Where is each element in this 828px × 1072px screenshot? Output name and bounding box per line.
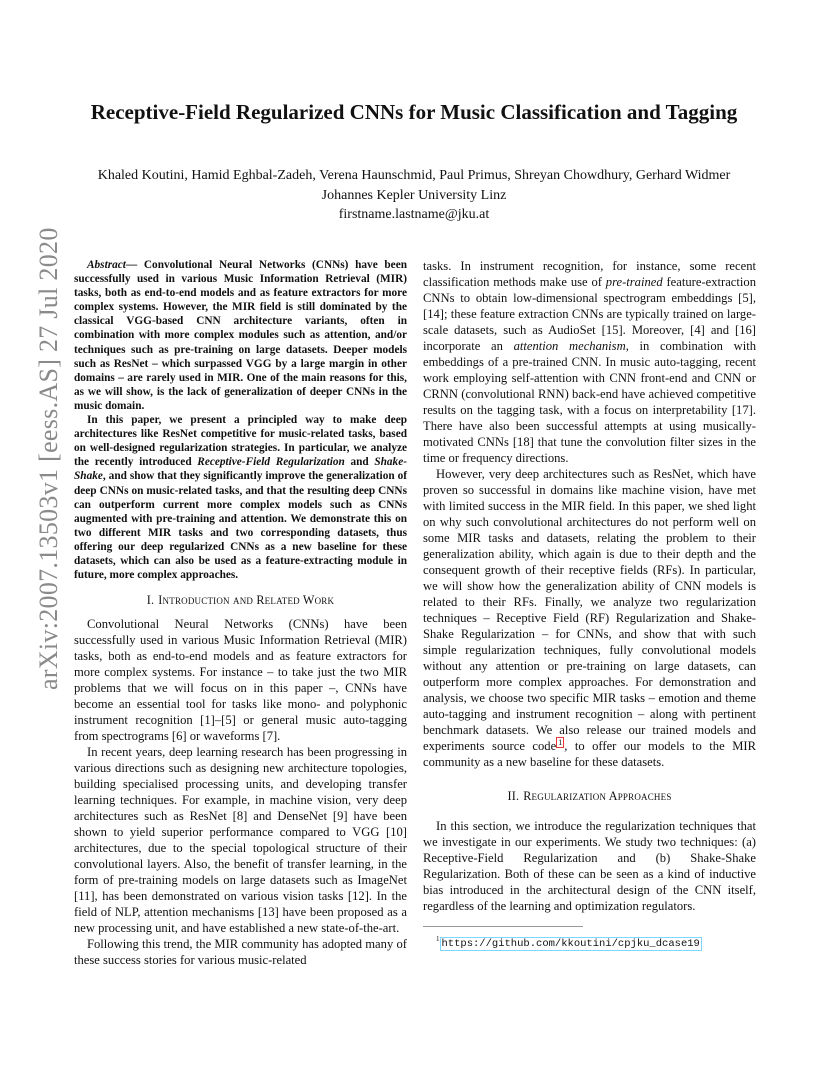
section2-paragraph-1: In this section, we introduce the regularization techniques that we investigate in our experiments. We study two techniques: (a) Receptive-Field Regularization and (b) Shake-Shake Regularization. Both of these can be seen as a kind of inductive bias introduced in the architectural design of the CNN itself, regardless of the learning and optimization regulators. [423,819,756,913]
affiliation: Johannes Kepler University Linz [321,187,507,203]
abstract-paragraph-1: Abstract— Convolutional Neural Networks (CNNs) have been successfully used in various Music Information Retrieval (MIR) tasks, both as end-to-end models and as feature extractors for more complex systems. However, the MIR field is still dominated by the classical VGG-based CNN architecture variants, often in combination with more complex modules such as attention, and/or techniques such as pre-training on large datasets. Deeper models such as ResNet – which surpassed VGG by a large margin in other domains – are rarely used in MIR. One of the main reasons for this, as we will show, is the lack of generalization of deeper CNNs in the music domain. [74,259,407,412]
footnote: $^1$ https://github.com/kkoutini/cpjku_dcase19 [436,935,700,950]
abstract-label: Abstract [87,259,126,271]
section-heading-1: I. Introduction and Related Work [146,593,335,608]
arxiv-identifier: arXiv:2007.13503v1 [eess.AS] 27 Jul 2020 [34,227,63,690]
author-email: firstname.lastname@jku.at [338,207,490,222]
intro-paragraph-3: Following this trend, the MIR community has adopted many of these success stories for various music-related [74,937,407,968]
author-list: Khaled Koutini, Hamid Eghbal-Zadeh, Verena Haunschmid, Paul Primus, Shreyan Chowdhury, Gerhard Widmer [97,168,731,183]
abstract [74,258,407,582]
intro-paragraph-3-continued: tasks. In instrument recognition, for instance, some recent classification methods make use of pre-trained feature-extraction CNNs to obtain low-dimensional spectrogram embeddings [5], [14]; these feature extraction CNNs are typically trained on large-scale datasets, such as AudioSet [15]. Moreover, [4] and [16] incorporate an attention mechanism, in combination with embeddings of a pre-trained CNN. In music auto-tagging, recent work employing self-attention with CNN front-end and CNN or CRNN (convolutional RNN) back-end have achieved competitive results on the tagging task, with a focus on interpretability [17]. There have also been successful attempts at using musically-motivated CNNs [18] that tune the convolution filter sizes in the time or frequency directions. [423,259,756,465]
abstract-paragraph-2: In this paper, we present a principled way to make deep architectures like ResNet competitive for music-related tasks, based on well-designed regularization strategies. In particular, we analyze the recently introduced Receptive-Field Regularization and Shake-Shake, and show that they significantly improve the generalization of deep CNNs on music-related tasks, and that the resulting deep CNNs can outperform current more complex models such as CNNs augmented with pre-training and attention. We demonstrate this on two different MIR tasks and two corresponding datasets, thus offering our deep regularized CNNs as a new baseline for these datasets, which can also be used as a feature-extracting module in future, more complex approaches. [74,414,407,582]
intro-paragraph-2: In recent years, deep learning research has been progressing in various directions such as designing new architecture topologies, building specialised processing units, and developing transfer learning techniques. For example, in machine vision, very deep architectures such as ResNet [8] and DenseNet [9] have been shown to yield superior performance compared to VGG [10] architectures, due to the special topological structure of their convolutional layers. Also, the benefit of transfer learning, in the form of pre-training models on large datasets such as ImageNet [11], has been demonstrated on various vision tasks [12]. In the field of NLP, attention mechanisms [13] have been proposed as a new processing unit, and have established a new state-of-the-art. [74,745,407,936]
footnote-divider [423,926,583,927]
right-column [423,258,756,952]
left-column [74,258,407,968]
footnote-link[interactable]: 1 [558,737,563,747]
intro-paragraph-4: However, very deep architectures such as ResNet, which have proven so successful in domains like machine vision, have met with limited success in the MIR field. In this paper, we shed light on why such convolutional architectures do not perform well on some MIR tasks and datasets, relating the problem to their generalization ability, which again is due to their depth and the consequent growth of their receptive fields (RFs). In particular, we will show how the generalization ability of CNN models is related to their RFs. Finally, we analyze two regularization techniques – Receptive Field (RF) Regularization and Shake-Shake Regularization – for CNNs, and show that with such simple regularization techniques, fully convolutional models without any attention or pre-training on large datasets, can outperform more complex approaches. For demonstration and analysis, we choose two specific MIR tasks – emotion and theme auto-tagging and instrument recognition – along with pertinent benchmark datasets. We also release our trained models and experiments source code $^1$ , to offer our models to the MIR community as a new baseline for these datasets. [423,467,756,769]
footnote-url-link[interactable]: https://github.com/kkoutini/cpjku_dcase19 [441,937,700,950]
section-heading-2: II. Regularization Approaches [507,789,672,803]
intro-paragraph-1: Convolutional Neural Networks (CNNs) have been successfully used in various Music Information Retrieval (MIR) tasks, both as end-to-end models and as feature extractors for more complex systems. For instance – to take just the two MIR problems that we will focus on in this paper –, CNNs have become an essential tool for tasks like mono- and polyphonic instrument recognition [1]–[5] or general music auto-tagging from spectrograms [6] or waveforms [7]. [74,617,407,744]
author-block [0,166,828,225]
paper-title: Receptive-Field Regularized CNNs for Music Classification and Tagging [90,100,738,124]
